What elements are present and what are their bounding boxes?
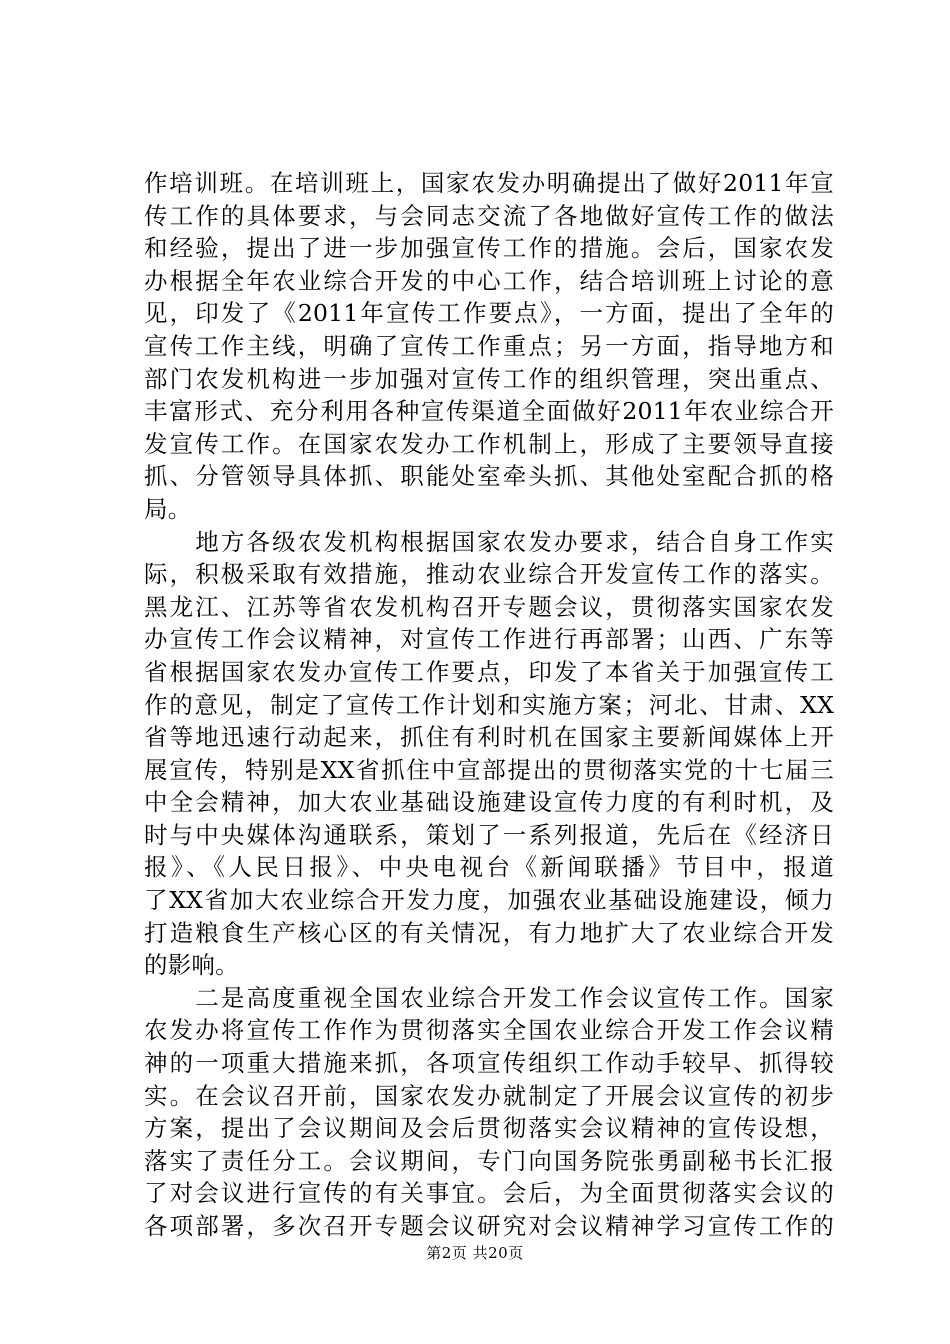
text-line: 地方各级农发机构根据国家农发办要求，结合自身工作实 xyxy=(144,527,834,556)
text-line: 了XX省加大农业综合开发力度，加强农业基础设施建设，倾力 xyxy=(144,886,834,915)
text-line: 的影响。 xyxy=(144,951,239,980)
text-line: 打造粮食生产核心区的有关情况，有力地扩大了农业综合开发 xyxy=(144,918,834,947)
text-line: 二是高度重视全国农业综合开发工作会议宣传工作。国家 xyxy=(144,983,834,1012)
text-line: 和经验，提出了进一步加强宣传工作的措施。会后，国家农发 xyxy=(144,234,834,263)
text-line: 作的意见，制定了宣传工作计划和实施方案；河北、甘肃、XX xyxy=(144,690,834,719)
page-number-footer: 第2页 共20页 xyxy=(426,1244,524,1262)
text-line: 办根据全年农业综合开发的中心工作，结合培训班上讨论的意 xyxy=(144,266,834,295)
text-line: 省等地迅速行动起来，抓住有利时机在国家主要新闻媒体上开 xyxy=(144,723,834,752)
text-line: 实。在会议召开前，国家农发办就制定了开展会议宣传的初步 xyxy=(144,1081,834,1110)
text-line: 各项部署，多次召开专题会议研究对会议精神学习宣传工作的 xyxy=(144,1212,834,1240)
text-line: 办宣传工作会议精神，对宣传工作进行再部署；山西、广东等 xyxy=(144,625,834,654)
text-line: 报》、《人民日报》、中央电视台《新闻联播》节目中，报道 xyxy=(144,853,834,882)
text-line: 发宣传工作。在国家农发办工作机制上，形成了主要领导直接 xyxy=(144,429,834,458)
text-line: 见，印发了《2011年宣传工作要点》，一方面，提出了全年的 xyxy=(144,299,834,328)
text-line: 际，积极采取有效措施，推动农业综合开发宣传工作的落实。 xyxy=(144,560,834,589)
text-line: 黑龙江、江苏等省农发机构召开专题会议，贯彻落实国家农发 xyxy=(144,592,834,621)
text-line: 省根据国家农发办宣传工作要点，印发了本省关于加强宣传工 xyxy=(144,657,834,686)
text-line: 了对会议进行宣传的有关事宜。会后，为全面贯彻落实会议的 xyxy=(144,1179,834,1208)
text-line: 中全会精神，加大农业基础设施建设宣传力度的有利时机，及 xyxy=(144,788,834,817)
text-line: 展宣传，特别是XX省抓住中宣部提出的贯彻落实党的十七届三 xyxy=(144,755,834,784)
text-line: 方案，提出了会议期间及会后贯彻落实会议精神的宣传设想， xyxy=(144,1114,834,1143)
text-line: 宣传工作主线，明确了宣传工作重点；另一方面，指导地方和 xyxy=(144,331,834,360)
text-line: 作培训班。在培训班上，国家农发办明确提出了做好2011年宣 xyxy=(144,169,834,197)
text-line: 时与中央媒体沟通联系，策划了一系列报道，先后在《经济日 xyxy=(144,820,834,849)
text-line: 落实了责任分工。会议期间，专门向国务院张勇副秘书长汇报 xyxy=(144,1146,834,1175)
text-line: 部门农发机构进一步加强对宣传工作的组织管理，突出重点、 xyxy=(144,364,834,393)
text-line: 农发办将宣传工作作为贯彻落实全国农业综合开发工作会议精 xyxy=(144,1016,834,1045)
text-line: 传工作的具体要求，与会同志交流了各地做好宣传工作的做法 xyxy=(144,201,834,230)
body-text xyxy=(144,167,834,1243)
text-line: 神的一项重大措施来抓，各项宣传组织工作动手较早、抓得较 xyxy=(144,1049,834,1078)
text-line: 抓、分管领导具体抓、职能处室牵头抓、其他处室配合抓的格 xyxy=(144,462,834,491)
text-line: 丰富形式、充分利用各种宣传渠道全面做好2011年农业综合开 xyxy=(144,397,834,426)
text-line: 局。 xyxy=(144,494,192,523)
